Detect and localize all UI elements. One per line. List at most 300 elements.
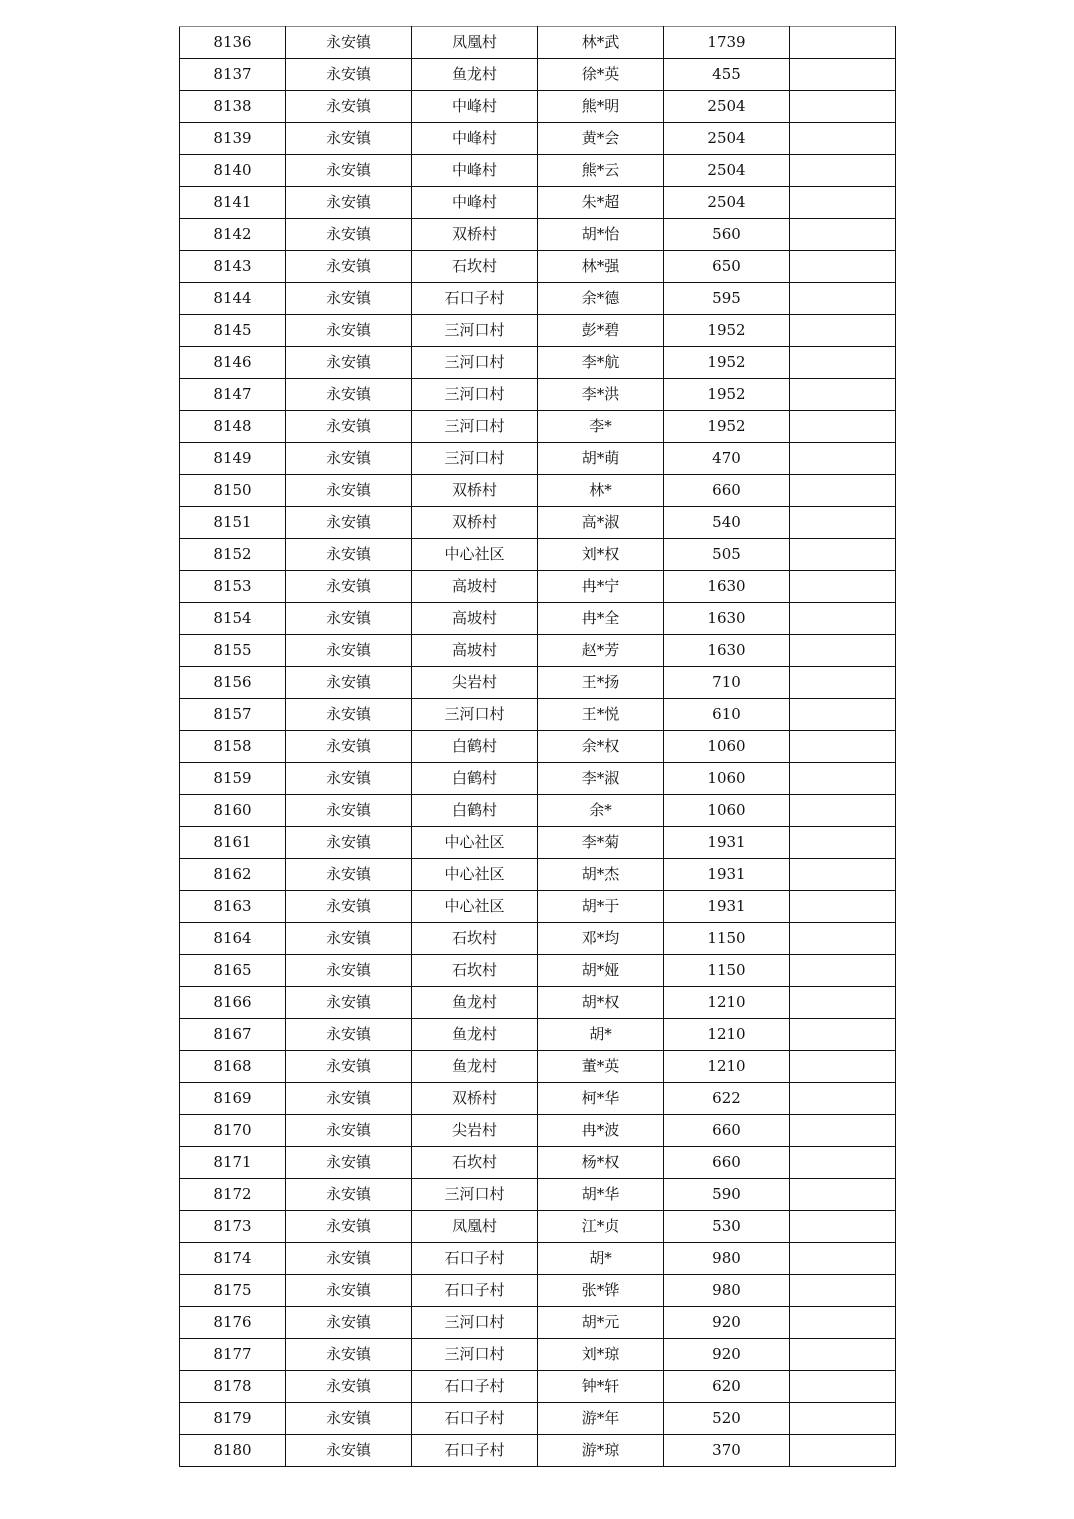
cell-village: 三河口村 [412, 411, 538, 443]
cell-note [790, 603, 896, 635]
table-row [180, 891, 896, 923]
cell-number: 8136 [180, 27, 286, 59]
cell-note [790, 795, 896, 827]
cell-amount: 505 [664, 539, 790, 571]
cell-name: 胡*萌 [538, 443, 664, 475]
cell-village: 鱼龙村 [412, 59, 538, 91]
cell-village: 三河口村 [412, 1339, 538, 1371]
cell-town: 永安镇 [286, 1243, 412, 1275]
cell-name: 胡*怡 [538, 219, 664, 251]
cell-town: 永安镇 [286, 1275, 412, 1307]
table-row [180, 987, 896, 1019]
cell-number: 8150 [180, 475, 286, 507]
cell-amount: 622 [664, 1083, 790, 1115]
cell-number: 8142 [180, 219, 286, 251]
cell-number: 8176 [180, 1307, 286, 1339]
cell-name: 张*铧 [538, 1275, 664, 1307]
cell-name: 胡*元 [538, 1307, 664, 1339]
cell-note [790, 507, 896, 539]
cell-town: 永安镇 [286, 1339, 412, 1371]
cell-number: 8140 [180, 155, 286, 187]
cell-amount: 595 [664, 283, 790, 315]
cell-village: 三河口村 [412, 1307, 538, 1339]
cell-village: 石口子村 [412, 1371, 538, 1403]
cell-number: 8143 [180, 251, 286, 283]
cell-amount: 1931 [664, 891, 790, 923]
cell-village: 中心社区 [412, 859, 538, 891]
cell-name: 江*贞 [538, 1211, 664, 1243]
cell-name: 游*琼 [538, 1435, 664, 1467]
cell-note [790, 635, 896, 667]
cell-name: 余*德 [538, 283, 664, 315]
cell-town: 永安镇 [286, 667, 412, 699]
cell-amount: 470 [664, 443, 790, 475]
cell-note [790, 667, 896, 699]
cell-note [790, 891, 896, 923]
cell-town: 永安镇 [286, 1051, 412, 1083]
cell-town: 永安镇 [286, 27, 412, 59]
cell-note [790, 1339, 896, 1371]
cell-name: 游*年 [538, 1403, 664, 1435]
cell-number: 8173 [180, 1211, 286, 1243]
cell-name: 王*扬 [538, 667, 664, 699]
cell-note [790, 539, 896, 571]
cell-number: 8160 [180, 795, 286, 827]
cell-amount: 980 [664, 1243, 790, 1275]
cell-village: 石坎村 [412, 251, 538, 283]
table-row [180, 795, 896, 827]
cell-amount: 520 [664, 1403, 790, 1435]
cell-town: 永安镇 [286, 1083, 412, 1115]
cell-note [790, 1179, 896, 1211]
cell-name: 胡*娅 [538, 955, 664, 987]
table-row [180, 251, 896, 283]
cell-number: 8153 [180, 571, 286, 603]
table-row [180, 667, 896, 699]
cell-number: 8162 [180, 859, 286, 891]
cell-name: 朱*超 [538, 187, 664, 219]
cell-town: 永安镇 [286, 1435, 412, 1467]
cell-amount: 1952 [664, 411, 790, 443]
cell-name: 熊*明 [538, 91, 664, 123]
cell-name: 胡*杰 [538, 859, 664, 891]
cell-number: 8161 [180, 827, 286, 859]
table-row [180, 1371, 896, 1403]
table-row [180, 1339, 896, 1371]
table-row [180, 1179, 896, 1211]
cell-name: 刘*权 [538, 539, 664, 571]
cell-name: 高*淑 [538, 507, 664, 539]
cell-village: 石口子村 [412, 1403, 538, 1435]
cell-town: 永安镇 [286, 699, 412, 731]
cell-village: 尖岩村 [412, 667, 538, 699]
cell-town: 永安镇 [286, 59, 412, 91]
table-row [180, 315, 896, 347]
cell-note [790, 1243, 896, 1275]
cell-town: 永安镇 [286, 1115, 412, 1147]
cell-name: 林*强 [538, 251, 664, 283]
cell-town: 永安镇 [286, 1019, 412, 1051]
table-row [180, 955, 896, 987]
table-row [180, 763, 896, 795]
table-row [180, 155, 896, 187]
cell-number: 8171 [180, 1147, 286, 1179]
cell-amount: 660 [664, 1147, 790, 1179]
cell-amount: 560 [664, 219, 790, 251]
cell-village: 白鹤村 [412, 731, 538, 763]
table-row [180, 571, 896, 603]
cell-town: 永安镇 [286, 283, 412, 315]
cell-amount: 1060 [664, 763, 790, 795]
cell-note [790, 379, 896, 411]
cell-amount: 980 [664, 1275, 790, 1307]
cell-note [790, 443, 896, 475]
cell-name: 赵*芳 [538, 635, 664, 667]
cell-amount: 1630 [664, 571, 790, 603]
cell-name: 冉*全 [538, 603, 664, 635]
cell-town: 永安镇 [286, 443, 412, 475]
cell-amount: 1931 [664, 827, 790, 859]
cell-amount: 1210 [664, 1051, 790, 1083]
cell-village: 石坎村 [412, 923, 538, 955]
table-row [180, 219, 896, 251]
table-row [180, 923, 896, 955]
cell-number: 8179 [180, 1403, 286, 1435]
cell-note [790, 315, 896, 347]
table-row [180, 539, 896, 571]
cell-village: 尖岩村 [412, 1115, 538, 1147]
cell-town: 永安镇 [286, 987, 412, 1019]
cell-town: 永安镇 [286, 795, 412, 827]
cell-amount: 610 [664, 699, 790, 731]
table-row [180, 347, 896, 379]
cell-number: 8166 [180, 987, 286, 1019]
cell-number: 8138 [180, 91, 286, 123]
table-body [180, 27, 896, 1467]
cell-number: 8174 [180, 1243, 286, 1275]
cell-number: 8155 [180, 635, 286, 667]
cell-note [790, 475, 896, 507]
cell-name: 李*淑 [538, 763, 664, 795]
cell-note [790, 411, 896, 443]
cell-amount: 1150 [664, 955, 790, 987]
table-row [180, 379, 896, 411]
cell-note [790, 1275, 896, 1307]
cell-note [790, 1211, 896, 1243]
cell-number: 8175 [180, 1275, 286, 1307]
cell-number: 8169 [180, 1083, 286, 1115]
cell-number: 8158 [180, 731, 286, 763]
cell-village: 白鹤村 [412, 795, 538, 827]
cell-village: 石坎村 [412, 1147, 538, 1179]
cell-number: 8177 [180, 1339, 286, 1371]
cell-name: 胡*于 [538, 891, 664, 923]
cell-name: 胡*华 [538, 1179, 664, 1211]
cell-number: 8170 [180, 1115, 286, 1147]
table-row [180, 443, 896, 475]
table-row [180, 1243, 896, 1275]
cell-village: 中峰村 [412, 91, 538, 123]
table-row [180, 603, 896, 635]
cell-note [790, 155, 896, 187]
cell-note [790, 1147, 896, 1179]
cell-number: 8165 [180, 955, 286, 987]
cell-amount: 1060 [664, 795, 790, 827]
cell-amount: 590 [664, 1179, 790, 1211]
cell-name: 钟*轩 [538, 1371, 664, 1403]
cell-town: 永安镇 [286, 891, 412, 923]
cell-amount: 1210 [664, 1019, 790, 1051]
cell-note [790, 987, 896, 1019]
table-row [180, 1275, 896, 1307]
cell-village: 中峰村 [412, 155, 538, 187]
cell-village: 石口子村 [412, 283, 538, 315]
cell-note [790, 955, 896, 987]
cell-village: 石口子村 [412, 1275, 538, 1307]
cell-village: 中心社区 [412, 827, 538, 859]
table-row [180, 507, 896, 539]
cell-name: 熊*云 [538, 155, 664, 187]
cell-village: 石口子村 [412, 1243, 538, 1275]
cell-number: 8144 [180, 283, 286, 315]
table-row [180, 123, 896, 155]
cell-note [790, 59, 896, 91]
cell-amount: 1210 [664, 987, 790, 1019]
cell-village: 鱼龙村 [412, 987, 538, 1019]
cell-village: 三河口村 [412, 379, 538, 411]
table-row [180, 283, 896, 315]
cell-town: 永安镇 [286, 91, 412, 123]
cell-town: 永安镇 [286, 763, 412, 795]
cell-number: 8149 [180, 443, 286, 475]
cell-amount: 710 [664, 667, 790, 699]
cell-name: 李* [538, 411, 664, 443]
cell-number: 8137 [180, 59, 286, 91]
cell-town: 永安镇 [286, 507, 412, 539]
table-row [180, 859, 896, 891]
cell-amount: 1952 [664, 379, 790, 411]
cell-name: 林*武 [538, 27, 664, 59]
cell-village: 白鹤村 [412, 763, 538, 795]
table-row [180, 411, 896, 443]
cell-note [790, 123, 896, 155]
cell-name: 杨*权 [538, 1147, 664, 1179]
cell-village: 鱼龙村 [412, 1019, 538, 1051]
cell-town: 永安镇 [286, 155, 412, 187]
cell-village: 双桥村 [412, 219, 538, 251]
cell-town: 永安镇 [286, 251, 412, 283]
cell-number: 8159 [180, 763, 286, 795]
cell-town: 永安镇 [286, 1403, 412, 1435]
cell-town: 永安镇 [286, 827, 412, 859]
table-row [180, 827, 896, 859]
cell-number: 8156 [180, 667, 286, 699]
cell-amount: 2504 [664, 187, 790, 219]
cell-note [790, 1051, 896, 1083]
cell-amount: 1739 [664, 27, 790, 59]
cell-note [790, 859, 896, 891]
cell-note [790, 1307, 896, 1339]
cell-amount: 2504 [664, 123, 790, 155]
cell-number: 8164 [180, 923, 286, 955]
cell-note [790, 347, 896, 379]
cell-town: 永安镇 [286, 123, 412, 155]
cell-village: 中峰村 [412, 123, 538, 155]
table-row [180, 59, 896, 91]
cell-amount: 1060 [664, 731, 790, 763]
cell-note [790, 1083, 896, 1115]
cell-note [790, 283, 896, 315]
cell-note [790, 699, 896, 731]
cell-town: 永安镇 [286, 1179, 412, 1211]
table-row [180, 1211, 896, 1243]
cell-town: 永安镇 [286, 475, 412, 507]
cell-amount: 370 [664, 1435, 790, 1467]
cell-number: 8141 [180, 187, 286, 219]
cell-name: 董*英 [538, 1051, 664, 1083]
cell-number: 8151 [180, 507, 286, 539]
cell-amount: 540 [664, 507, 790, 539]
cell-town: 永安镇 [286, 731, 412, 763]
table-row [180, 1435, 896, 1467]
cell-name: 徐*英 [538, 59, 664, 91]
table-row [180, 91, 896, 123]
cell-amount: 920 [664, 1307, 790, 1339]
cell-town: 永安镇 [286, 1371, 412, 1403]
table-row [180, 1403, 896, 1435]
cell-amount: 660 [664, 1115, 790, 1147]
table-row [180, 1307, 896, 1339]
cell-number: 8152 [180, 539, 286, 571]
cell-village: 凤凰村 [412, 1211, 538, 1243]
cell-amount: 1150 [664, 923, 790, 955]
cell-name: 邓*均 [538, 923, 664, 955]
cell-amount: 2504 [664, 155, 790, 187]
cell-note [790, 1403, 896, 1435]
table-row [180, 1051, 896, 1083]
cell-town: 永安镇 [286, 315, 412, 347]
cell-village: 中峰村 [412, 187, 538, 219]
cell-town: 永安镇 [286, 379, 412, 411]
cell-name: 李*菊 [538, 827, 664, 859]
cell-name: 王*悦 [538, 699, 664, 731]
data-table [179, 26, 896, 1467]
cell-note [790, 251, 896, 283]
cell-amount: 530 [664, 1211, 790, 1243]
cell-town: 永安镇 [286, 219, 412, 251]
cell-note [790, 923, 896, 955]
cell-town: 永安镇 [286, 1211, 412, 1243]
cell-number: 8147 [180, 379, 286, 411]
cell-number: 8167 [180, 1019, 286, 1051]
cell-note [790, 1019, 896, 1051]
table-row [180, 1019, 896, 1051]
cell-name: 冉*宁 [538, 571, 664, 603]
cell-amount: 1952 [664, 315, 790, 347]
cell-village: 高坡村 [412, 635, 538, 667]
cell-village: 高坡村 [412, 603, 538, 635]
cell-village: 中心社区 [412, 891, 538, 923]
table-row [180, 1083, 896, 1115]
cell-village: 中心社区 [412, 539, 538, 571]
cell-town: 永安镇 [286, 411, 412, 443]
cell-name: 胡* [538, 1243, 664, 1275]
cell-name: 李*洪 [538, 379, 664, 411]
cell-town: 永安镇 [286, 603, 412, 635]
cell-number: 8178 [180, 1371, 286, 1403]
cell-name: 余* [538, 795, 664, 827]
table-row [180, 27, 896, 59]
cell-name: 彭*碧 [538, 315, 664, 347]
cell-amount: 1630 [664, 603, 790, 635]
cell-note [790, 731, 896, 763]
cell-amount: 1630 [664, 635, 790, 667]
cell-town: 永安镇 [286, 1307, 412, 1339]
cell-village: 三河口村 [412, 347, 538, 379]
cell-name: 林* [538, 475, 664, 507]
cell-name: 柯*华 [538, 1083, 664, 1115]
cell-note [790, 827, 896, 859]
cell-village: 三河口村 [412, 443, 538, 475]
cell-name: 冉*波 [538, 1115, 664, 1147]
cell-note [790, 1115, 896, 1147]
cell-village: 石坎村 [412, 955, 538, 987]
cell-name: 黄*会 [538, 123, 664, 155]
cell-number: 8163 [180, 891, 286, 923]
cell-town: 永安镇 [286, 187, 412, 219]
table-row [180, 187, 896, 219]
cell-village: 凤凰村 [412, 27, 538, 59]
cell-town: 永安镇 [286, 635, 412, 667]
cell-number: 8168 [180, 1051, 286, 1083]
cell-name: 余*权 [538, 731, 664, 763]
table-row [180, 1147, 896, 1179]
cell-village: 三河口村 [412, 699, 538, 731]
cell-village: 三河口村 [412, 315, 538, 347]
cell-number: 8146 [180, 347, 286, 379]
cell-amount: 2504 [664, 91, 790, 123]
cell-town: 永安镇 [286, 923, 412, 955]
table-row [180, 699, 896, 731]
cell-amount: 1931 [664, 859, 790, 891]
cell-amount: 650 [664, 251, 790, 283]
cell-note [790, 91, 896, 123]
cell-number: 8139 [180, 123, 286, 155]
cell-name: 李*航 [538, 347, 664, 379]
cell-note [790, 27, 896, 59]
cell-town: 永安镇 [286, 859, 412, 891]
cell-village: 鱼龙村 [412, 1051, 538, 1083]
table-row [180, 475, 896, 507]
cell-village: 高坡村 [412, 571, 538, 603]
cell-town: 永安镇 [286, 1147, 412, 1179]
cell-village: 双桥村 [412, 475, 538, 507]
cell-village: 石口子村 [412, 1435, 538, 1467]
cell-note [790, 219, 896, 251]
table-row [180, 635, 896, 667]
cell-name: 胡*权 [538, 987, 664, 1019]
cell-town: 永安镇 [286, 571, 412, 603]
cell-amount: 620 [664, 1371, 790, 1403]
cell-name: 胡* [538, 1019, 664, 1051]
cell-note [790, 1435, 896, 1467]
cell-note [790, 1371, 896, 1403]
cell-amount: 660 [664, 475, 790, 507]
table-row [180, 731, 896, 763]
cell-number: 8148 [180, 411, 286, 443]
cell-number: 8157 [180, 699, 286, 731]
document-page [179, 26, 895, 1467]
